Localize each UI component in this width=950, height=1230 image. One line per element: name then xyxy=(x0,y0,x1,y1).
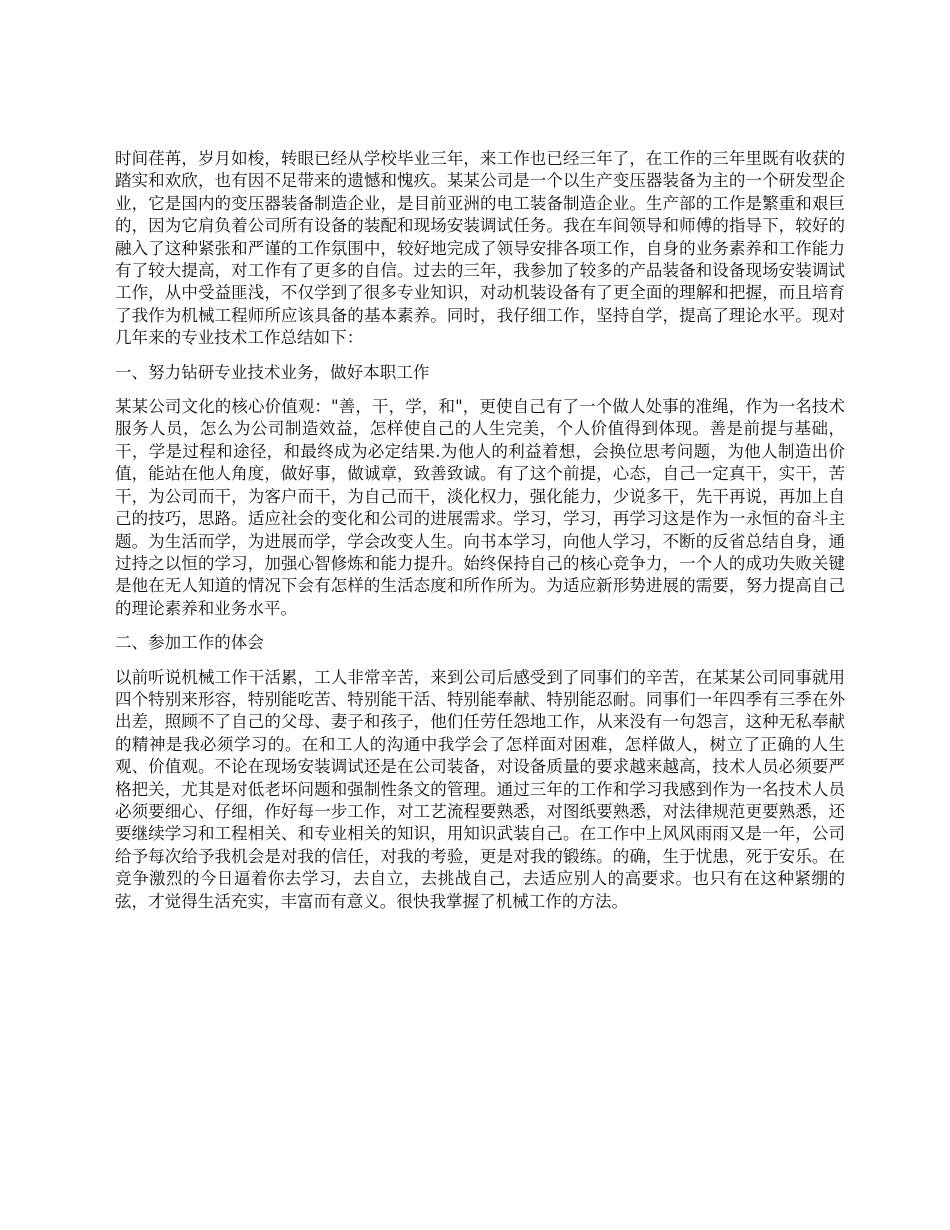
intro-paragraph: 时间荏苒，岁月如梭，转眼已经从学校毕业三年，来工作也已经三年了，在工作的三年里既有收获的踏实和欢欣，也有因不足带来的遗憾和愧疚。某某公司是一个以生产变压器装备为主的一个研发型企业，它是国内的变压器装备制造企业，是目前亚洲的电工装备制造企业。生产部的工作是繁重和艰巨的，因为它肩负着公司所有设备的装配和现场安装调试任务。我在车间领导和师傅的指导下，较好的融入了这种紧张和严谨的工作氛围中，较好地完成了领导安排各项工作，自身的业务素养和工作能力有了较大提高，对工作有了更多的自信。过去的三年，我参加了较多的产品装备和设备现场安装调试工作，从中受益匪浅，不仅学到了很多专业知识，对动机装设备有了更全面的理解和把握，而且培育了我作为机械工程师所应该具备的基本素养。同时，我仔细工作，坚持自学，提高了理论水平。现对几年来的专业技术工作总结如下： xyxy=(115,149,845,348)
section-2-heading: 二、参加工作的体会 xyxy=(115,633,264,653)
section-1-heading: 一、努力钻研专业技术业务，做好本职工作 xyxy=(115,362,430,382)
section-1-paragraph: 某某公司文化的核心价值观："善，干，学，和"，更使自己有了一个做人处事的准绳，作为一名技术服务人员，怎么为公司制造效益，怎样使自己的人生完美，个人价值得到体现。善是前提与基础，干，学是过程和途径，和最终成为必定结果.为他人的利益着想，会换位思考问题，为他人制造出价值，能站在他人角度，做好事，做诚章，致善致诚。有了这个前提，心态，自己一定真干，实干，苦干，为公司而干，为客户而干，为自己而干，淡化权力，强化能力，少说多干，先干再说，再加上自己的技巧，思路。适应社会的变化和公司的进展需求。学习，学习，再学习这是作为一永恒的奋斗主题。为生活而学，为进展而学，学会改变人生。向书本学习，向他人学习，不断的反省总结自身，通过持之以恒的学习，加强心智修炼和能力提升。始终保持自己的核心竞争力，一个人的成功失败关键是他在无人知道的情况下会有怎样的生活态度和所作所为。为适应新形势进展的需要，努力提高自己的理论素养和业务水平。 xyxy=(115,397,845,618)
document-page xyxy=(115,148,845,925)
section-2-paragraph: 以前听说机械工作干活累，工人非常辛苦，来到公司后感受到了同事们的辛苦，在某某公司同事就用四个特别来形容，特别能吃苦、特别能干活、特别能奉献、特别能忍耐。同事们一年四季有三季在外出差，照顾不了自己的父母、妻子和孩子，他们任劳任怨地工作，从来没有一句怨言，这种无私奉献的精神是我必须学习的。在和工人的沟通中我学会了怎样面对困难，怎样做人，树立了正确的人生观、价值观。不论在现场安装调试还是在公司装备，对设备质量的要求越来越高，技术人员必须要严格把关，尤其是对低老坏问题和强制性条文的管理。通过三年的工作和学习我感到作为一名技术人员必须要细心、仔细，作好每一步工作，对工艺流程要熟悉，对图纸要熟悉，对法律规范更要熟悉，还要继续学习和工程相关、和专业相关的知识，用知识武装自己。在工作中上风风雨雨又是一年，公司给予每次给予我机会是对我的信任，对我的考验，更是对我的锻练。的确，生于忧患，死于安乐。在竞争激烈的今日逼着你去学习，去自立，去挑战自己，去适应别人的高要求。也只有在这种紧绷的弦，才觉得生活充实，丰富而有意义。很快我掌握了机械工作的方法。 xyxy=(115,667,845,911)
